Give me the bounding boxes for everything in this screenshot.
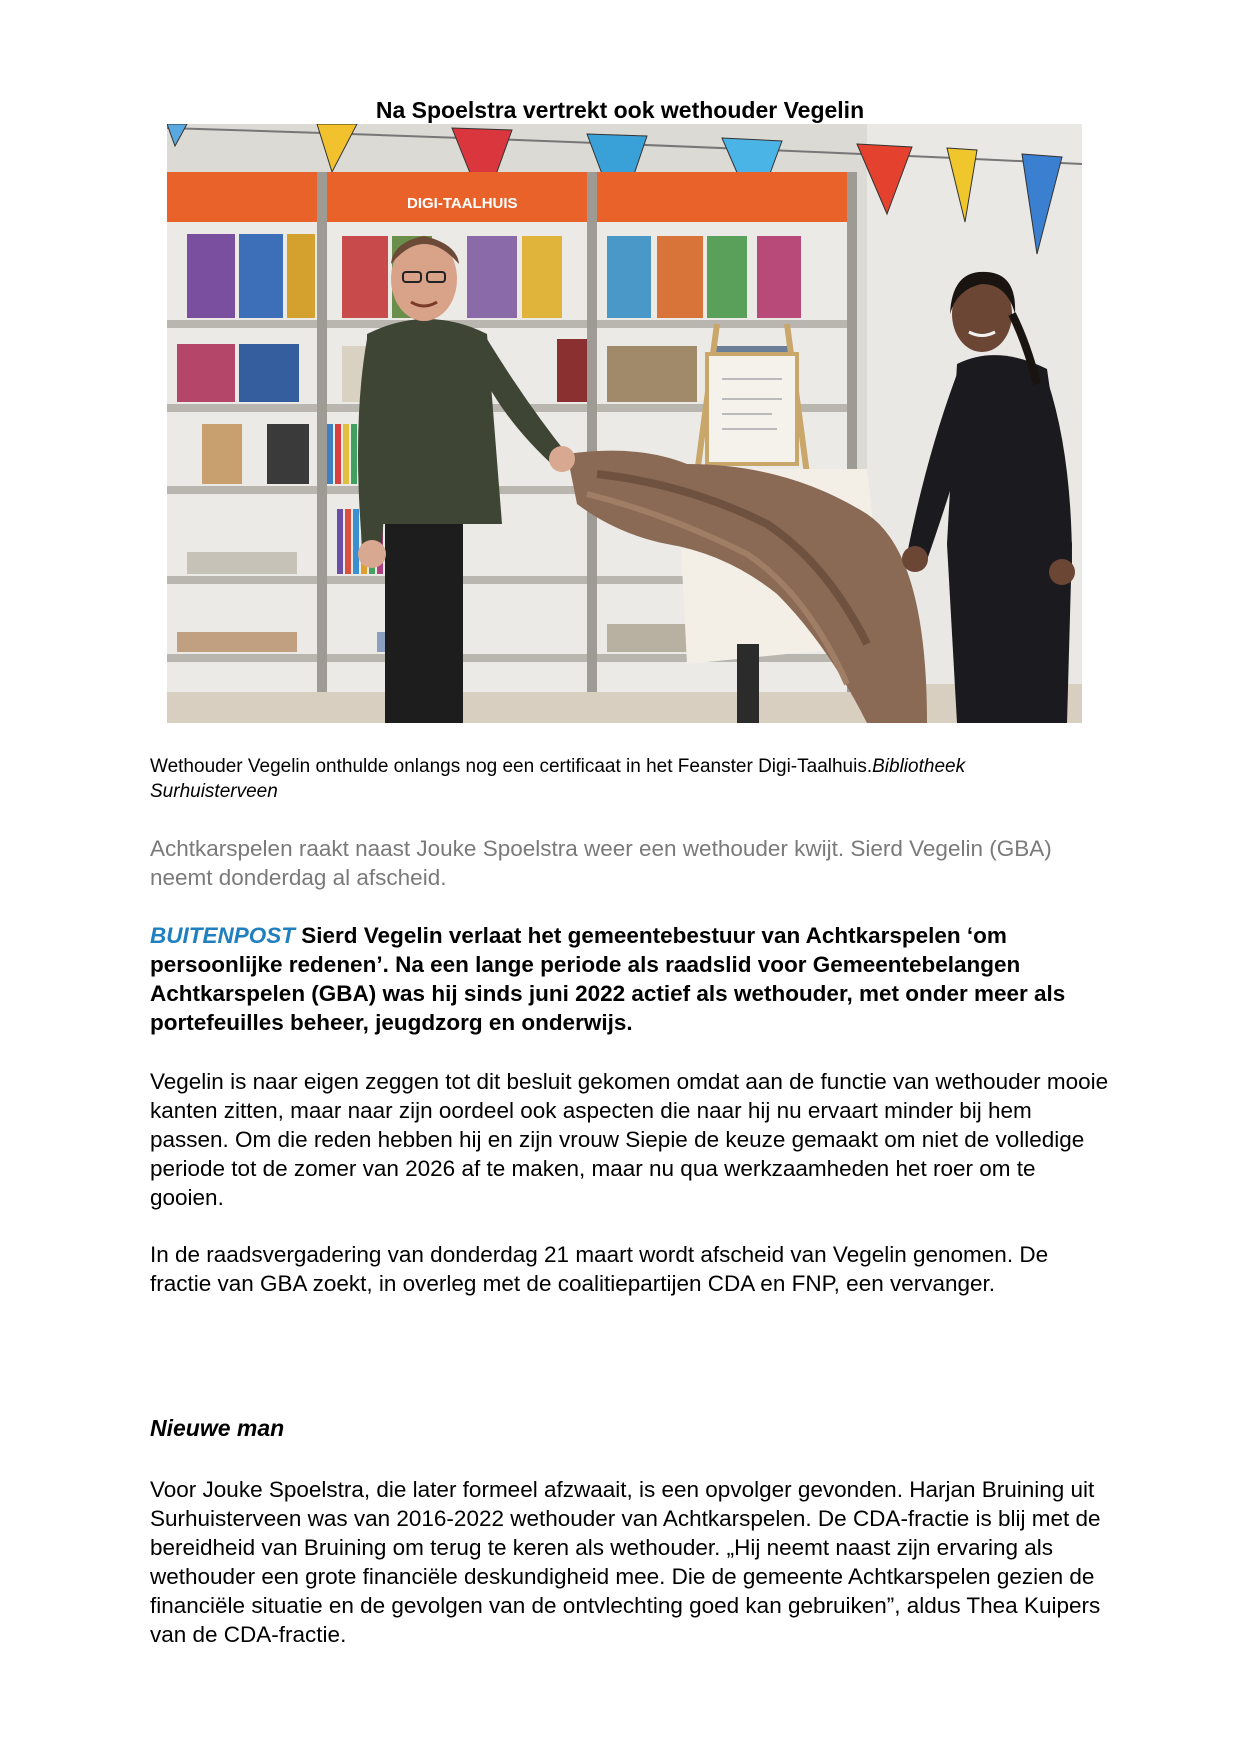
article-headline: Na Spoelstra vertrekt ook wethouder Vegelin [375,97,865,123]
paragraph-1: Vegelin is naar eigen zeggen tot dit besluit gekomen omdat aan de functie van wethouder mooie kanten zitten, maar naar zijn oordeel ook aspecten die naar hij nu ervaart minder bij hem passen. Om die reden hebben hij en zijn vrouw Siepie de keuze gemaakt om niet de volledige periode tot de zomer van 2026 af te maken, maar nu qua werkzaamheden het roer om te gooien. [150,1069,1109,1210]
paragraph-3: Voor Jouke Spoelstra, die later formeel afzwaait, is een opvolger gevonden. Harjan Bruining uit Surhuisterveen was van 2016-2022 wethouder van Achtkarspelen. De CDA-fractie is blij met de bereidheid van Bruining om terug te keren als wethouder. „Hij neemt naast zijn ervaring als wethouder een grote financiële deskundigheid mee. Die de gemeente Achtkarspelen gezien de financiële situatie en de gevolgen van de ontvlechting goed kan gebruiken”, aldus Thea Kuipers van de CDA-fractie. [150,1477,1101,1647]
article-intro [150,921,1110,1037]
subheading: Nieuwe man [150,1415,285,1441]
sign-text: DIGI-TAALHUIS [407,195,518,212]
photo-caption [150,754,1080,804]
article-lead: Achtkarspelen raakt naast Jouke Spoelstra weer een wethouder kwijt. Sierd Vegelin (GBA) neemt donderdag al afscheid. [150,836,1052,890]
caption-text: Wethouder Vegelin onthulde onlangs nog een certificaat in het Feanster Digi-Taalhuis. [150,756,873,777]
photo-credit: Bibliotheek Surhuisterveen [150,756,966,802]
article-photo [167,124,1082,723]
paragraph-2: In de raadsvergadering van donderdag 21 maart wordt afscheid van Vegelin genomen. De fractie van GBA zoekt, in overleg met de coalitiepartijen CDA en FNP, een vervanger. [150,1242,1049,1296]
intro-text: Sierd Vegelin verlaat het gemeentebestuur van Achtkarspelen ‘om persoonlijke redenen’. Na een lange periode als raadslid voor Gemeentebelangen Achtkarspelen (GBA) was hij sinds juni 2022 actief als wethouder, met onder meer als portefeuilles beheer, jeugdzorg en onderwijs. [150,923,1066,1035]
dateline: BUITENPOST [150,923,296,948]
